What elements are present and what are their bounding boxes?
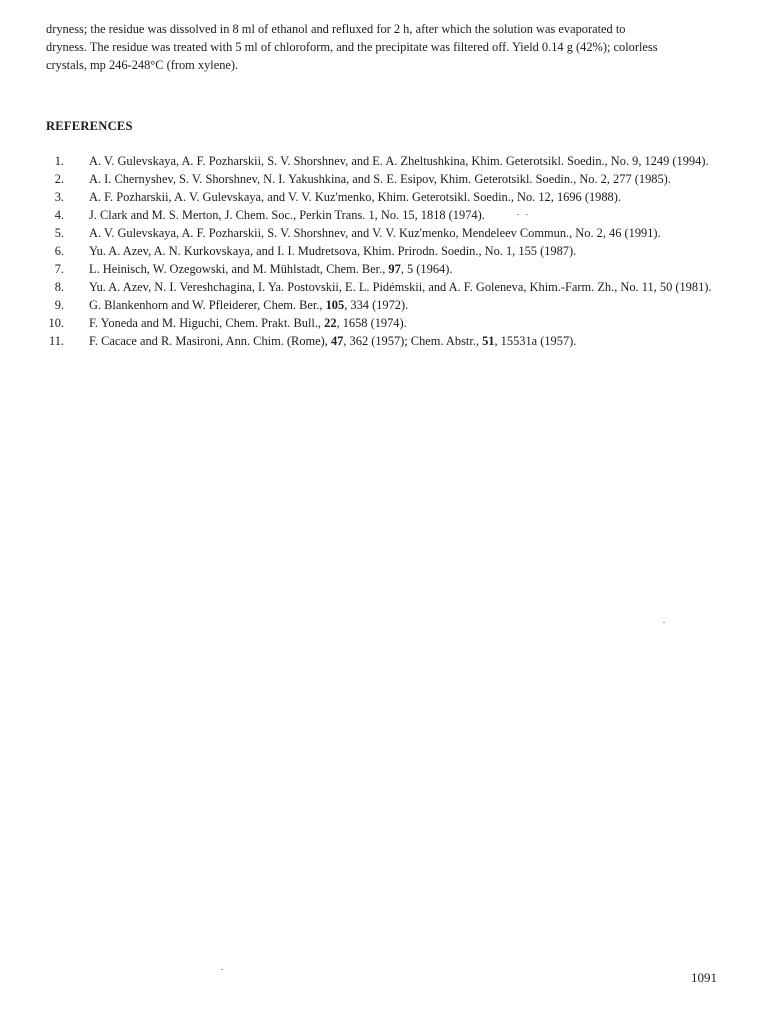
reference-citation: G. Blankenhorn and W. Pfleiderer, Chem. Ber.,	[89, 298, 326, 312]
reference-citation: L. Heinisch, W. Ozegowski, and M. Mühlstadt, Chem. Ber.,	[89, 262, 389, 276]
reference-text	[89, 279, 722, 297]
reference-text	[89, 171, 722, 189]
reference-volume: 22	[324, 316, 337, 330]
reference-citation: A. F. Pozharskii, A. V. Gulevskaya, and V. V. Kuz'menko, Khim. Geterotsikl. Soedin., No. 12, 1696 (1988).	[89, 190, 621, 204]
reference-item	[40, 297, 722, 315]
reference-number: 2.	[54, 172, 64, 186]
reference-text	[89, 243, 722, 261]
reference-citation: F. Yoneda and M. Higuchi, Chem. Prakt. Bull.,	[89, 316, 325, 330]
reference-item	[40, 225, 722, 243]
reference-text	[89, 225, 722, 243]
reference-item	[40, 189, 722, 207]
scan-speck	[663, 622, 665, 623]
reference-number: 11.	[48, 334, 64, 348]
reference-number: 3.	[54, 190, 64, 204]
reference-pages: , 5 (1964).	[400, 262, 453, 276]
reference-item	[40, 261, 722, 279]
reference-number: 5.	[54, 226, 64, 240]
scan-speck	[526, 214, 528, 215]
reference-pages: , 15531a (1957).	[494, 334, 577, 348]
reference-text	[89, 297, 722, 315]
reference-citation: J. Clark and M. S. Merton, J. Chem. Soc., Perkin Trans. 1, No. 15, 1818 (1974).	[89, 208, 485, 222]
reference-citation: Yu. A. Azev, A. N. Kurkovskaya, and I. I. Mudretsova, Khim. Prirodn. Soedin., No. 1, 155 (1987).	[89, 244, 577, 258]
reference-volume: 47	[330, 334, 344, 348]
reference-number: 7.	[54, 262, 64, 276]
reference-list	[40, 153, 722, 351]
reference-citation: F. Cacace and R. Masironi, Ann. Chim. (Rome),	[89, 334, 331, 348]
reference-item	[40, 333, 722, 351]
reference-item	[40, 243, 722, 261]
reference-item	[40, 153, 722, 171]
reference-number: 6.	[54, 244, 64, 258]
reference-citation: A. I. Chernyshev, S. V. Shorshnev, N. I. Yakushkina, and S. E. Esipov, Khim. Geterotsikl. Soedin., No. 2, 277 (1985).	[89, 172, 671, 186]
reference-pages: , 362 (1957); Chem. Abstr.,	[343, 334, 483, 348]
intro-line: dryness. The residue was treated with 5 ml of chloroform, and the precipitate was filtered off. Yield 0.14 g (42%); colorless	[46, 40, 658, 55]
reference-item	[40, 279, 722, 297]
reference-item	[40, 315, 722, 333]
reference-number: 9.	[54, 298, 64, 312]
scan-speck	[221, 969, 223, 970]
reference-pages: , 1658 (1974).	[336, 316, 407, 330]
reference-text	[89, 333, 722, 351]
reference-citation: Yu. A. Azev, N. I. Vereshchagina, I. Ya. Postovskii, E. L. Pidémskii, and A. F. Goleneva, Khim.-Farm. Zh., No. 11, 50 (1981).	[89, 280, 712, 294]
intro-paragraph	[46, 20, 722, 75]
reference-number: 8.	[54, 280, 64, 294]
reference-pages: , 334 (1972).	[344, 298, 409, 312]
reference-text	[89, 261, 722, 279]
reference-text	[89, 207, 722, 225]
reference-item	[40, 171, 722, 189]
intro-line: dryness; the residue was dissolved in 8 ml of ethanol and refluxed for 2 h, after which the solution was evaporated to	[46, 22, 626, 36]
reference-citation: A. V. Gulevskaya, A. F. Pozharskii, S. V. Shorshnev, and E. A. Zheltushkina, Khim. Geterotsikl. Soedin., No. 9, 1249 (1994).	[89, 154, 709, 168]
reference-number: 1.	[54, 154, 64, 168]
page-number: 1091	[691, 970, 717, 985]
reference-volume: 51	[482, 334, 495, 348]
reference-volume: 97	[388, 262, 401, 276]
scan-speck	[517, 214, 519, 215]
intro-line: crystals, mp 246-248°C (from xylene).	[46, 58, 239, 73]
reference-text	[89, 315, 722, 333]
reference-text	[89, 153, 722, 171]
reference-text	[89, 189, 722, 207]
reference-volume: 105	[325, 298, 345, 312]
reference-number: 10.	[48, 316, 64, 330]
reference-number: 4.	[54, 208, 64, 222]
reference-citation: A. V. Gulevskaya, A. F. Pozharskii, S. V. Shorshnev, and V. V. Kuz'menko, Mendeleev Commun., No. 2, 46 (1991).	[89, 226, 661, 240]
references-heading: REFERENCES	[46, 119, 133, 133]
reference-item	[40, 207, 722, 225]
